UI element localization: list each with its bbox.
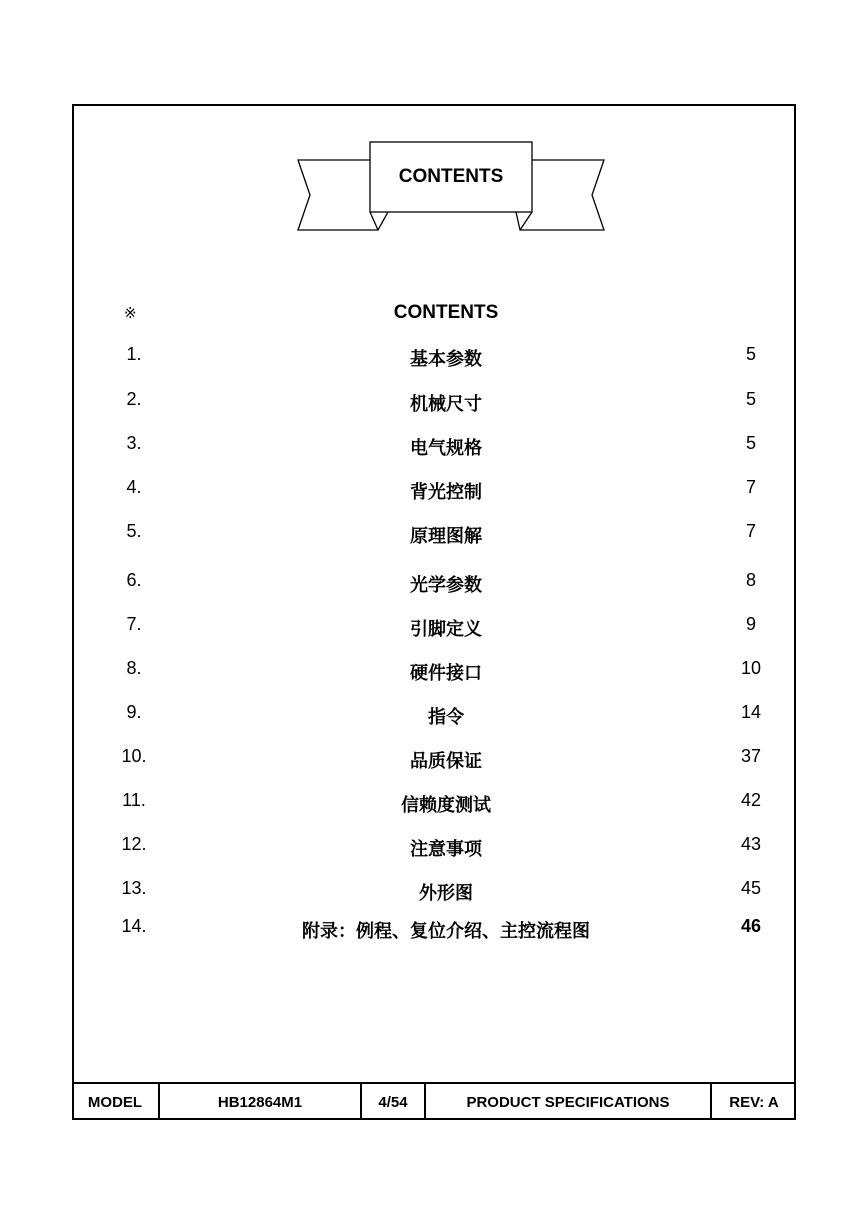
toc-title: 硬件接口 bbox=[410, 663, 482, 684]
toc-heading: CONTENTS bbox=[393, 302, 499, 323]
toc-number: 9. bbox=[126, 702, 142, 722]
toc-title: 附录：例程、复位介绍、主控流程图 bbox=[302, 921, 590, 942]
toc-title: 机械尺寸 bbox=[410, 394, 482, 415]
toc-row[interactable] bbox=[0, 878, 868, 908]
toc-page-number: 14 bbox=[740, 702, 762, 722]
toc-title: 背光控制 bbox=[410, 482, 482, 503]
toc-page-number: 37 bbox=[740, 746, 762, 766]
toc-number: 7. bbox=[126, 614, 142, 634]
page-frame bbox=[72, 104, 796, 1120]
toc-page-number: 43 bbox=[740, 834, 762, 854]
toc-number: 14. bbox=[121, 916, 147, 936]
toc-number: 10. bbox=[121, 746, 147, 766]
toc-title: 基本参数 bbox=[410, 349, 482, 370]
toc-title: 品质保证 bbox=[410, 751, 482, 772]
toc-row[interactable] bbox=[0, 790, 868, 820]
toc-page-number: 9 bbox=[745, 614, 756, 634]
toc-row[interactable] bbox=[0, 477, 868, 507]
toc-title: 原理图解 bbox=[410, 526, 482, 547]
toc-number: 12. bbox=[121, 834, 147, 854]
toc-page-number: 10 bbox=[740, 658, 762, 678]
toc-number: 8. bbox=[126, 658, 142, 678]
toc-row[interactable] bbox=[0, 658, 868, 688]
revision-label: REV: A bbox=[729, 1093, 779, 1111]
toc-number: 5. bbox=[126, 521, 142, 541]
toc-row[interactable] bbox=[0, 389, 868, 419]
toc-page-number: 5 bbox=[745, 433, 756, 453]
page-indicator: 4/54 bbox=[362, 1084, 426, 1120]
toc-page-number: 5 bbox=[745, 389, 756, 409]
toc-title: 注意事项 bbox=[410, 839, 482, 860]
toc-row[interactable] bbox=[0, 614, 868, 644]
toc-number: 4. bbox=[126, 477, 142, 497]
toc-row[interactable] bbox=[0, 916, 868, 946]
banner-title: CONTENTS bbox=[398, 166, 504, 187]
toc-row[interactable] bbox=[0, 746, 868, 776]
toc-page-number: 45 bbox=[740, 878, 762, 898]
document-title: PRODUCT SPECIFICATIONS bbox=[426, 1084, 712, 1120]
toc-page-number: 7 bbox=[745, 521, 756, 541]
toc-row[interactable] bbox=[0, 433, 868, 463]
toc-page-number: 42 bbox=[740, 790, 762, 810]
toc-title: 引脚定义 bbox=[410, 619, 482, 640]
reference-mark: ※ bbox=[124, 304, 137, 322]
toc-page-number: 8 bbox=[745, 570, 756, 590]
toc-row[interactable] bbox=[0, 834, 868, 864]
toc-title: 外形图 bbox=[419, 883, 473, 904]
toc-row[interactable] bbox=[0, 570, 868, 600]
toc-title: 信赖度测试 bbox=[401, 795, 491, 816]
toc-title: 光学参数 bbox=[410, 575, 482, 596]
toc-page-number: 46 bbox=[740, 916, 762, 936]
contents-banner bbox=[296, 140, 608, 234]
toc-number: 13. bbox=[121, 878, 147, 898]
toc-row[interactable] bbox=[0, 702, 868, 732]
toc-row[interactable] bbox=[0, 521, 868, 551]
toc-page-number: 5 bbox=[745, 344, 756, 364]
toc-title: 指令 bbox=[428, 707, 464, 728]
toc-number: 11. bbox=[122, 790, 146, 810]
toc-number: 1. bbox=[126, 344, 142, 364]
toc-number: 2. bbox=[126, 389, 142, 409]
toc-number: 6. bbox=[126, 570, 142, 590]
toc-row[interactable] bbox=[0, 344, 868, 374]
toc-title: 电气规格 bbox=[410, 438, 482, 459]
document-footer bbox=[72, 1082, 796, 1120]
toc-number: 3. bbox=[126, 433, 142, 453]
model-label: MODEL bbox=[72, 1084, 160, 1120]
model-value: HB12864M1 bbox=[160, 1084, 362, 1120]
toc-page-number: 7 bbox=[745, 477, 756, 497]
